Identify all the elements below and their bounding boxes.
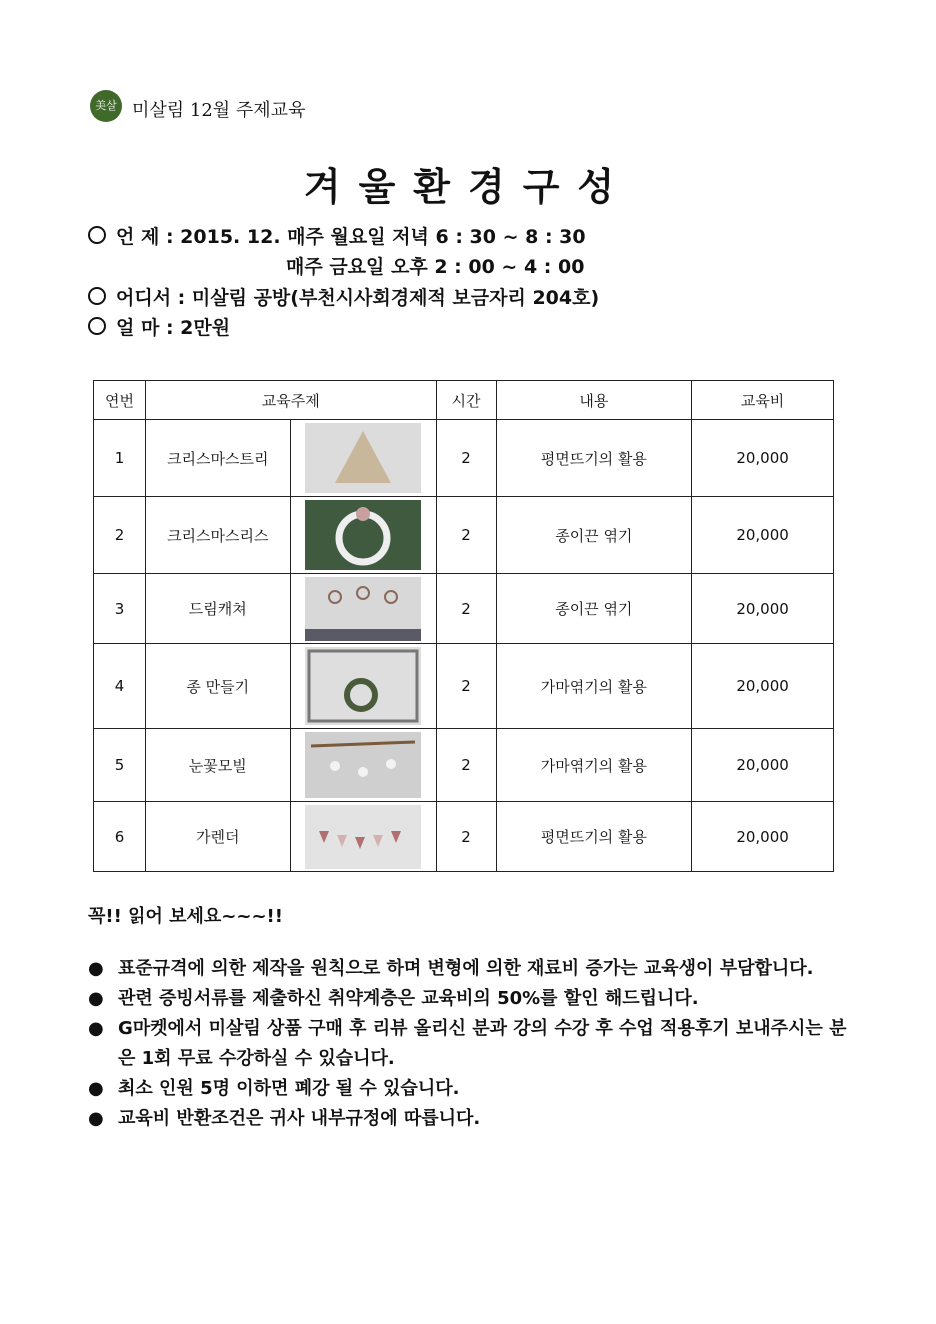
- info-where: [88, 283, 599, 310]
- row-number: 3: [94, 574, 146, 644]
- col-header: 교육주제: [145, 381, 436, 420]
- notice-title: 꼭!! 읽어 보세요~~~!!: [88, 906, 283, 927]
- info-price: [88, 313, 230, 340]
- row-topic: 가렌더: [145, 802, 290, 872]
- row-fee: 20,000: [692, 802, 834, 872]
- where-value: 미살림 공방(부천시사회경제적 보금자리 204호): [191, 287, 600, 309]
- col-header: 시간: [436, 381, 496, 420]
- col-header: 연번: [94, 381, 146, 420]
- row-number: 4: [94, 644, 146, 729]
- row-hours: 2: [436, 644, 496, 729]
- table-row: [94, 729, 834, 802]
- row-hours: 2: [436, 420, 496, 497]
- row-hours: 2: [436, 497, 496, 574]
- row-content: 평면뜨기의 활용: [496, 802, 692, 872]
- table-row: [94, 802, 834, 872]
- price-label: 얼 마 :: [116, 317, 174, 339]
- table-row: [94, 574, 834, 644]
- row-number: 1: [94, 420, 146, 497]
- schedule-table: [93, 380, 834, 872]
- table-row: [94, 497, 834, 574]
- row-fee: 20,000: [692, 574, 834, 644]
- page-title: 겨울환경구성: [303, 165, 633, 209]
- row-content: 종이끈 엮기: [496, 497, 692, 574]
- row-fee: 20,000: [692, 729, 834, 802]
- row-fee: 20,000: [692, 497, 834, 574]
- row-hours: 2: [436, 802, 496, 872]
- row-number: 6: [94, 802, 146, 872]
- row-image: [290, 420, 436, 497]
- table-row: [94, 644, 834, 729]
- row-content: 가마엮기의 활용: [496, 729, 692, 802]
- row-image: [290, 644, 436, 729]
- row-content: 종이끈 엮기: [496, 574, 692, 644]
- row-content: 가마엮기의 활용: [496, 644, 692, 729]
- bell-photo: [305, 647, 421, 725]
- notice-item: ● 표준규격에 의한 제작을 원칙으로 하며 변형에 의한 재료비 증가는 교육생이 부담합니다.: [88, 954, 848, 984]
- row-topic: 크리스마스리스: [145, 497, 290, 574]
- row-topic: 크리스마스트리: [145, 420, 290, 497]
- row-number: 2: [94, 497, 146, 574]
- notice-list: [88, 954, 848, 1134]
- row-image: [290, 574, 436, 644]
- info-when: [88, 222, 586, 249]
- notice-item: ● G마켓에서 미살림 상품 구매 후 리뷰 올리신 분과 강의 수강 후 수업 적용후기 보내주시는 분은 1회 무료 수강하실 수 있습니다.: [88, 1014, 848, 1074]
- logo: 美살림: [90, 90, 122, 122]
- row-number: 5: [94, 729, 146, 802]
- when-value: 2015. 12. 매주 월요일 저녁 6 : 30 ~ 8 : 30: [180, 226, 586, 248]
- circle-bullet-icon: [88, 226, 106, 244]
- notice-item: ● 교육비 반환조건은 귀사 내부규정에 따릅니다.: [88, 1104, 848, 1134]
- row-image: [290, 729, 436, 802]
- row-image: [290, 497, 436, 574]
- info-when-line2: [286, 252, 584, 279]
- col-header: 내용: [496, 381, 692, 420]
- tree-photo: [305, 423, 421, 493]
- where-label: 어디서 :: [116, 287, 186, 309]
- wreath-photo: [305, 500, 421, 570]
- table-header-row: [94, 381, 834, 420]
- dreamcatcher-photo: [305, 577, 421, 641]
- col-header: 교육비: [692, 381, 834, 420]
- table-row: [94, 420, 834, 497]
- row-fee: 20,000: [692, 420, 834, 497]
- row-topic: 눈꽃모빌: [145, 729, 290, 802]
- row-content: 평면뜨기의 활용: [496, 420, 692, 497]
- row-topic: 드림캐쳐: [145, 574, 290, 644]
- when-label: 언 제 :: [116, 226, 174, 248]
- notice-item: ● 최소 인원 5명 이하면 폐강 될 수 있습니다.: [88, 1074, 848, 1104]
- row-hours: 2: [436, 729, 496, 802]
- when-value-2: 매주 금요일 오후 2 : 00 ~ 4 : 00: [286, 256, 585, 278]
- snowflake-mobile-photo: [305, 732, 421, 798]
- garland-photo: [305, 805, 421, 869]
- row-topic: 종 만들기: [145, 644, 290, 729]
- circle-bullet-icon: [88, 317, 106, 335]
- notice-item: ● 관련 증빙서류를 제출하신 취약계층은 교육비의 50%를 할인 해드립니다.: [88, 984, 848, 1014]
- row-fee: 20,000: [692, 644, 834, 729]
- row-image: [290, 802, 436, 872]
- circle-bullet-icon: [88, 287, 106, 305]
- price-value: 2만원: [180, 317, 231, 339]
- header-title: 미살림 12월 주제교육: [132, 100, 306, 121]
- row-hours: 2: [436, 574, 496, 644]
